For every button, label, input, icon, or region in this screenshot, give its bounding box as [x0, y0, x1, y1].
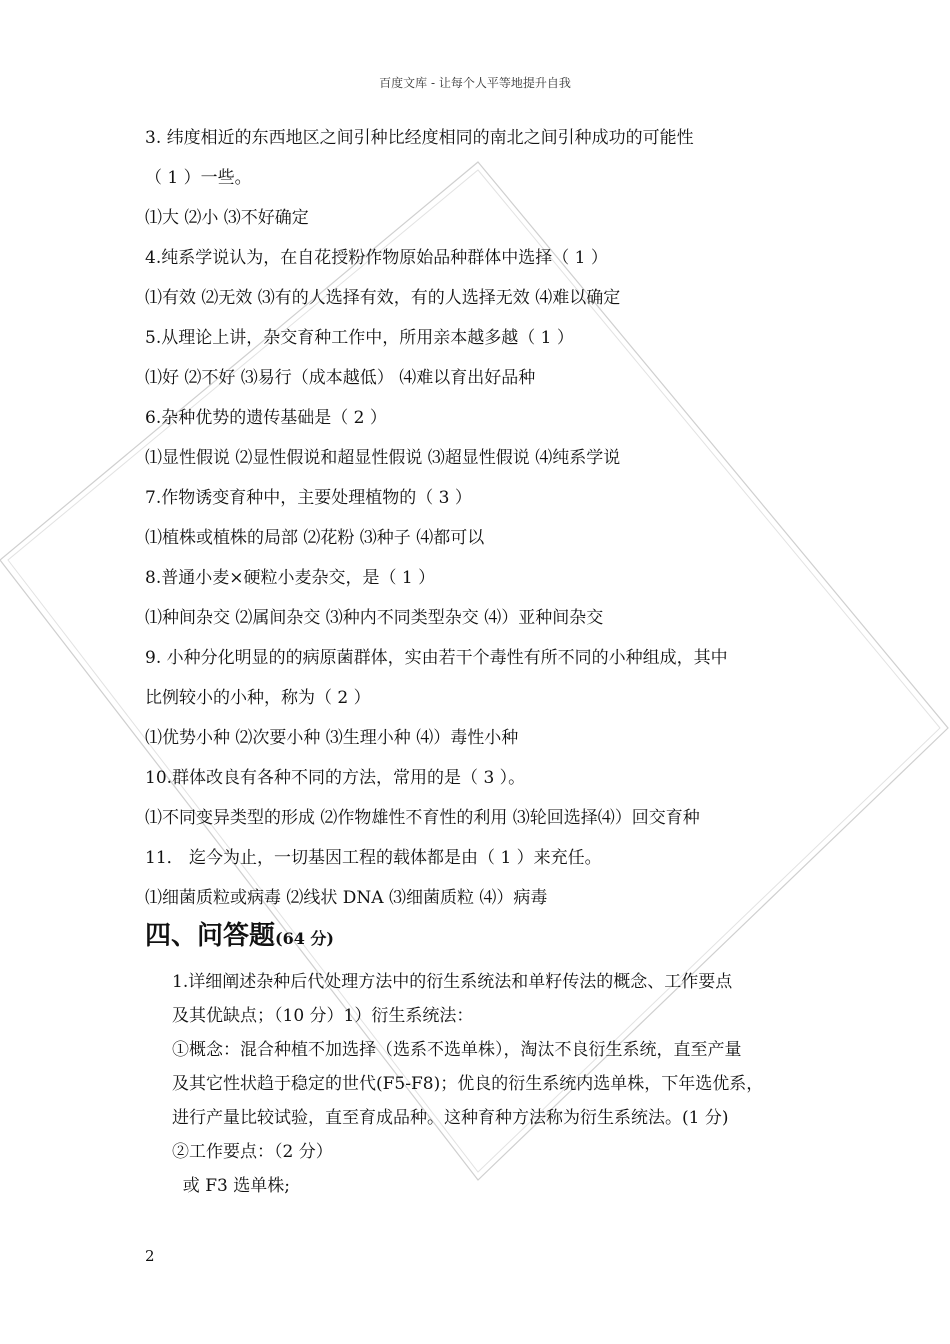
question-9-options: ⑴优势小种 ⑵次要小种 ⑶生理小种 ⑷）毒性小种 — [145, 728, 519, 748]
question-5: 5.从理论上讲，杂交育种工作中，所用亲本越多越（ 1 ） — [145, 328, 574, 348]
question-11: 11． 迄今为止，一切基因工程的载体都是由（ 1 ）来充任。 — [145, 848, 602, 868]
question-9-line2: 比例较小的小种，称为（ 2 ） — [145, 688, 371, 708]
paragraph-line: 及其它性状趋于稳定的世代(F5-F8)；优良的衍生系统内选单株，下年选优系， — [172, 1074, 764, 1094]
question-11-options: ⑴细菌质粒或病毒 ⑵线状 DNA ⑶细菌质粒 ⑷）病毒 — [145, 888, 548, 908]
question-3-line1: 3. 纬度相近的东西地区之间引种比经度相同的南北之间引种成功的可能性 — [145, 128, 694, 148]
question-7: 7.作物诱变育种中，主要处理植物的（ 3 ） — [145, 488, 472, 508]
question-3-line2: （ 1 ）一些。 — [145, 168, 252, 188]
paragraph-line: ①概念：混合种植不加选择（选系不选单株），淘汰不良衍生系统，直至产量 — [172, 1040, 742, 1060]
section-title — [145, 915, 334, 952]
question-4: 4.纯系学说认为，在自花授粉作物原始品种群体中选择（ 1 ） — [145, 248, 608, 268]
question-6: 6.杂种优势的遗传基础是（ 2 ） — [145, 408, 387, 428]
question-8: 8.普通小麦×硬粒小麦杂交，是（ 1 ） — [145, 568, 436, 588]
page-number: 2 — [145, 1247, 155, 1265]
paragraph-line: ②工作要点：（2 分） — [172, 1142, 333, 1162]
question-9-line1: 9. 小种分化明显的的病原菌群体，实由若干个毒性有所不同的小种组成，其中 — [145, 648, 728, 668]
question-7-options: ⑴植株或植株的局部 ⑵花粉 ⑶种子 ⑷都可以 — [145, 528, 485, 548]
paragraph-line: 1.详细阐述杂种后代处理方法中的衍生系统法和单籽传法的概念、工作要点 — [172, 972, 733, 992]
question-5-options: ⑴好 ⑵不好 ⑶易行（成本越低） ⑷难以育出好品种 — [145, 368, 536, 388]
question-4-options: ⑴有效 ⑵无效 ⑶有的人选择有效，有的人选择无效 ⑷难以确定 — [145, 288, 621, 308]
question-10-options: ⑴不同变异类型的形成 ⑵作物雄性不育性的利用 ⑶轮回选择⑷）回交育种 — [145, 808, 700, 828]
section-points: (64 分) — [275, 929, 334, 948]
question-3-options: ⑴大 ⑵小 ⑶不好确定 — [145, 208, 309, 228]
question-10: 10.群体改良有各种不同的方法，常用的是（ 3 ）。 — [145, 768, 526, 788]
page-header: 百度文库 - 让每个人平等地提升自我 — [379, 76, 571, 90]
section-title-text: 四、问答题 — [145, 921, 276, 951]
paragraph-line: 或 F3 选单株; — [172, 1176, 290, 1196]
paragraph-line: 进行产量比较试验，直至育成品种。这种育种方法称为衍生系统法。(1 分) — [172, 1108, 729, 1128]
question-8-options: ⑴种间杂交 ⑵属间杂交 ⑶种内不同类型杂交 ⑷）亚种间杂交 — [145, 608, 604, 628]
question-6-options: ⑴显性假说 ⑵显性假说和超显性假说 ⑶超显性假说 ⑷纯系学说 — [145, 448, 621, 468]
paragraph-line: 及其优缺点；（10 分）1）衍生系统法： — [172, 1006, 474, 1026]
